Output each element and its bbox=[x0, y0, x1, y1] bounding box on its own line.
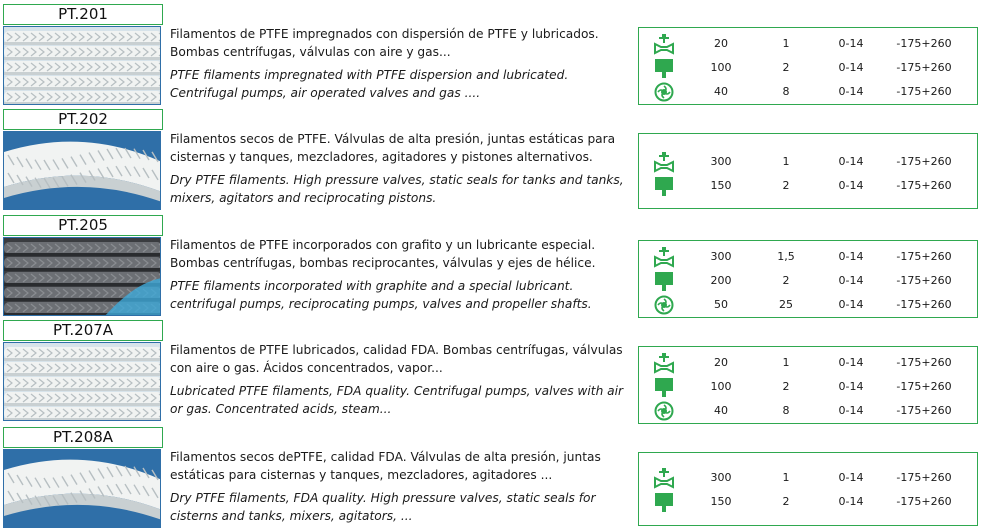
spec-temperature: -175+260 bbox=[896, 404, 952, 417]
product-description bbox=[170, 448, 630, 525]
pump-icon bbox=[653, 81, 675, 103]
valve-icon bbox=[653, 467, 675, 489]
spec-row bbox=[639, 293, 979, 317]
product-entry bbox=[0, 320, 985, 424]
description-spanish: Filamentos de PTFE incorporados con grafito y un lubricante especial. Bombas centrífugas, bombas reciprocantes, válvulas y ejes de hélice. bbox=[170, 238, 596, 270]
spec-row bbox=[639, 174, 979, 198]
spec-table bbox=[638, 452, 978, 526]
spec-ph: 0-14 bbox=[838, 61, 864, 74]
spec-row bbox=[639, 399, 979, 423]
product-code: PT.202 bbox=[3, 109, 163, 130]
spec-row bbox=[639, 490, 979, 514]
description-english: PTFE filaments impregnated with PTFE dispersion and lubricated. Centrifugal pumps, air operated valves and gas .... bbox=[170, 68, 569, 100]
spec-row bbox=[639, 466, 979, 490]
spec-row bbox=[639, 56, 979, 80]
spec-ph: 0-14 bbox=[838, 356, 864, 369]
description-english: PTFE filaments incorporated with graphite and a special lubricant. centrifugal pumps, reciprocating pumps, valves and propeller shafts. bbox=[170, 279, 592, 311]
spec-speed: 2 bbox=[782, 380, 790, 393]
spec-row bbox=[639, 375, 979, 399]
spec-temperature: -175+260 bbox=[896, 495, 952, 508]
spec-table bbox=[638, 27, 978, 105]
spec-pressure: 300 bbox=[710, 471, 732, 484]
spec-speed: 25 bbox=[779, 298, 793, 311]
spec-pressure: 20 bbox=[714, 37, 728, 50]
product-entry bbox=[0, 215, 985, 318]
spec-pressure: 200 bbox=[710, 274, 732, 287]
product-description bbox=[170, 25, 630, 102]
spec-table bbox=[638, 133, 978, 209]
description-spanish: Filamentos de PTFE lubricados, calidad FDA. Bombas centrífugas, válvulas con aire o gas. Ácidos concentrados, vapor... bbox=[170, 343, 623, 375]
spec-row bbox=[639, 269, 979, 293]
product-code: PT.205 bbox=[3, 215, 163, 236]
product-entry bbox=[0, 4, 985, 105]
description-english: Lubricated PTFE filaments, FDA quality. Centrifugal pumps, valves with air or gas. Concentrated acids, steam... bbox=[170, 384, 624, 416]
spec-pressure: 100 bbox=[710, 61, 732, 74]
spec-row bbox=[639, 245, 979, 269]
spec-temperature: -175+260 bbox=[896, 471, 952, 484]
spec-row bbox=[639, 150, 979, 174]
spec-ph: 0-14 bbox=[838, 37, 864, 50]
spec-row bbox=[639, 80, 979, 104]
spec-speed: 8 bbox=[782, 85, 790, 98]
spec-pressure: 40 bbox=[714, 404, 728, 417]
spec-speed: 2 bbox=[782, 179, 790, 192]
spec-temperature: -175+260 bbox=[896, 155, 952, 168]
spec-ph: 0-14 bbox=[838, 155, 864, 168]
spec-pressure: 300 bbox=[710, 250, 732, 263]
spec-temperature: -175+260 bbox=[896, 37, 952, 50]
static-seal-icon bbox=[653, 376, 675, 398]
product-photo bbox=[3, 449, 161, 528]
product-description bbox=[170, 341, 630, 418]
spec-speed: 8 bbox=[782, 404, 790, 417]
product-code: PT.201 bbox=[3, 4, 163, 25]
spec-ph: 0-14 bbox=[838, 298, 864, 311]
spec-pressure: 20 bbox=[714, 356, 728, 369]
valve-icon bbox=[653, 151, 675, 173]
product-photo bbox=[3, 131, 161, 210]
spec-pressure: 100 bbox=[710, 380, 732, 393]
description-spanish: Filamentos secos dePTFE, calidad FDA. Válvulas de alta presión, juntas estáticas para cisternas y tanques, mezcladores, agitadores ... bbox=[170, 450, 601, 482]
valve-icon bbox=[653, 33, 675, 55]
static-seal-icon bbox=[653, 57, 675, 79]
valve-icon bbox=[653, 246, 675, 268]
spec-pressure: 150 bbox=[710, 179, 732, 192]
spec-table bbox=[638, 240, 978, 318]
spec-speed: 1 bbox=[782, 356, 790, 369]
product-photo bbox=[3, 26, 161, 105]
spec-pressure: 50 bbox=[714, 298, 728, 311]
product-entry bbox=[0, 427, 985, 526]
product-code: PT.207A bbox=[3, 320, 163, 341]
spec-ph: 0-14 bbox=[838, 404, 864, 417]
product-description bbox=[170, 236, 630, 313]
pump-icon bbox=[653, 294, 675, 316]
spec-pressure: 300 bbox=[710, 155, 732, 168]
static-seal-icon bbox=[653, 270, 675, 292]
product-description bbox=[170, 130, 630, 207]
spec-ph: 0-14 bbox=[838, 380, 864, 393]
spec-ph: 0-14 bbox=[838, 495, 864, 508]
product-photo bbox=[3, 342, 161, 421]
spec-speed: 1 bbox=[782, 155, 790, 168]
spec-temperature: -175+260 bbox=[896, 356, 952, 369]
spec-pressure: 150 bbox=[710, 495, 732, 508]
spec-ph: 0-14 bbox=[838, 471, 864, 484]
spec-ph: 0-14 bbox=[838, 85, 864, 98]
spec-ph: 0-14 bbox=[838, 250, 864, 263]
spec-temperature: -175+260 bbox=[896, 85, 952, 98]
valve-icon bbox=[653, 352, 675, 374]
spec-speed: 1,5 bbox=[777, 250, 795, 263]
spec-speed: 2 bbox=[782, 495, 790, 508]
spec-speed: 1 bbox=[782, 471, 790, 484]
spec-pressure: 40 bbox=[714, 85, 728, 98]
pump-icon bbox=[653, 400, 675, 422]
spec-ph: 0-14 bbox=[838, 274, 864, 287]
spec-speed: 2 bbox=[782, 61, 790, 74]
description-english: Dry PTFE filaments. High pressure valves, static seals for tanks and tanks, mixers, agitators and reciprocating pistons. bbox=[170, 173, 624, 205]
spec-speed: 2 bbox=[782, 274, 790, 287]
spec-temperature: -175+260 bbox=[896, 179, 952, 192]
description-spanish: Filamentos de PTFE impregnados con dispersión de PTFE y lubricados. Bombas centrífugas, válvulas con aire y gas... bbox=[170, 27, 599, 59]
spec-temperature: -175+260 bbox=[896, 380, 952, 393]
static-seal-icon bbox=[653, 491, 675, 513]
spec-table bbox=[638, 346, 978, 424]
description-english: Dry PTFE filaments, FDA quality. High pressure valves, static seals for cisterns and tanks, mixers, agitators, ... bbox=[170, 491, 596, 523]
product-code: PT.208A bbox=[3, 427, 163, 448]
static-seal-icon bbox=[653, 175, 675, 197]
spec-temperature: -175+260 bbox=[896, 61, 952, 74]
spec-row bbox=[639, 32, 979, 56]
spec-ph: 0-14 bbox=[838, 179, 864, 192]
product-photo bbox=[3, 237, 161, 316]
spec-temperature: -175+260 bbox=[896, 274, 952, 287]
spec-temperature: -175+260 bbox=[896, 298, 952, 311]
description-spanish: Filamentos secos de PTFE. Válvulas de alta presión, juntas estáticas para cisternas y tanques, mezcladores, agitadores y pistones alternativos. bbox=[170, 132, 616, 164]
spec-temperature: -175+260 bbox=[896, 250, 952, 263]
product-entry bbox=[0, 109, 985, 209]
spec-speed: 1 bbox=[782, 37, 790, 50]
spec-row bbox=[639, 351, 979, 375]
